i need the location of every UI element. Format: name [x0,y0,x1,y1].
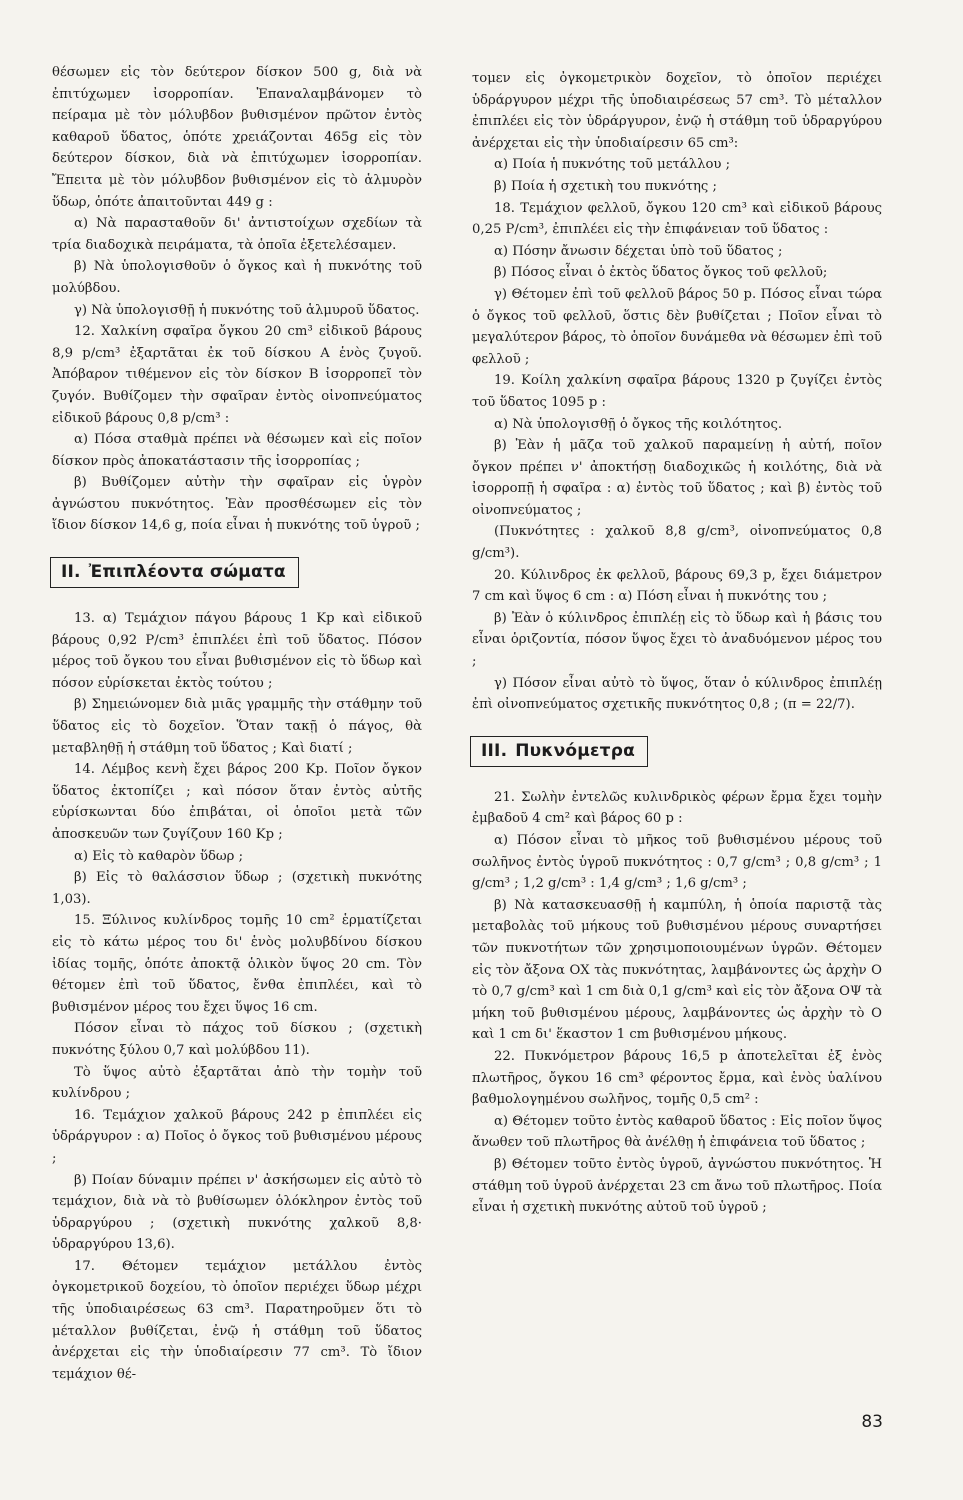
paragraph: α) Θέτομεν τοῦτο ἐντὸς καθαροῦ ὕδατος : Εἰς ποῖον ὕψος ἄνωθεν τοῦ πλωτῆρος θὰ ἀνέλθῃ ἡ ἐπιφάνεια τοῦ ὕδατος ; [472,1113,882,1151]
paragraph: 16. Τεμάχιον χαλκοῦ βάρους 242 p ἐπιπλέει εἰς ὑδράργυρον : α) Ποῖος ὁ ὄγκος τοῦ βυθισμένου μέρους ; [52,1107,422,1166]
paragraph: α) Ποία ἡ πυκνότης τοῦ μετάλλου ; [494,157,731,173]
paragraph: 20. Κύλινδρος ἐκ φελλοῦ, βάρους 69,3 p, ἔχει διάμετρον 7 cm καὶ ὕψος 6 cm : α) Πόση εἶναι ἡ πυκνότης του ; [472,567,882,605]
paragraph: β) Θέτομεν τοῦτο ἐντὸς ὑγροῦ, ἀγνώστου πυκνότητος. Ἡ στάθμη τοῦ ὑγροῦ ἀνέρχεται 23 cm ἄνω τοῦ πλωτῆρος. Ποία εἶναι ἡ σχετικὴ πυκνότης αὐτοῦ τοῦ ὑγροῦ ; [472,1156,882,1216]
paragraph: β) Εἰς τὸ θαλάσσιον ὕδωρ ; (σχετικὴ πυκνότης 1,03). [52,870,422,907]
paragraph: β) Σημειώνομεν διὰ μιᾶς γραμμῆς τὴν στάθμην τοῦ ὕδατος εἰς τὸ δοχεῖον. Ὅταν τακῇ ὁ πάγος, θὰ μεταβληθῇ ἡ στάθμη τοῦ ὕδατος ; Καὶ διατί ; [52,697,422,756]
paragraph: α) Πόσον εἶναι τὸ μῆκος τοῦ βυθισμένου μέρους τοῦ σωλῆνος ἐντὸς ὑγροῦ πυκνότητος : 0,7 g/cm³ ; 0,8 g/cm³ ; 1 g/cm³ ; 1,2 g/cm³ : 1,4 g/cm³ ; 1,6 g/cm³ ; [472,833,882,892]
paragraph: (Πυκνότητες : χαλκοῦ 8,8 g/cm³, οἰνοπνεύματος 0,8 g/cm³). [472,524,882,562]
paragraph: β) Βυθίζομεν αὐτὴν τὴν σφαῖραν εἰς ὑγρὸν ἀγνώστου πυκνότητος. Ἐὰν προσθέσωμεν εἰς τὸν ἴδιον δίσκον 14,6 g, ποία εἶναι ἡ πυκνότης τοῦ ὑγροῦ ; [52,475,422,534]
section-number: II. [61,562,81,583]
paragraph: α) Νὰ παρασταθοῦν δι' ἀντιστοίχων σχεδίων τὰ τρία διαδοχικὰ πειράματα, τὰ ὁποῖα ἐξετελέσαμεν. [52,216,422,253]
paragraph: 21. Σωλὴν ἐντελῶς κυλινδρικὸς φέρων ἔρμα ἔχει τομὴν ἐμβαδοῦ 4 cm² καὶ βάρος 60 p : [472,789,882,827]
paragraph: Πόσον εἶναι τὸ πάχος τοῦ δίσκου ; (σχετικὴ πυκνότης ξύλου 0,7 καὶ μολύβδου 11). [52,1021,422,1058]
section-title: Πυκνόμετρα [515,740,635,761]
paragraph: α) Πόσην ἄνωσιν δέχεται ὑπὸ τοῦ ὕδατος ; [494,243,783,259]
paragraph: α) Πόσα σταθμὰ πρέπει νὰ θέσωμεν καὶ εἰς ποῖον δίσκον πρὸς ἀποκατάστασιν τῆς ἰσορροπίας ; [52,432,422,469]
left-column [52,62,422,1385]
paragraph: Τὸ ὕψος αὐτὸ ἐξαρτᾶται ἀπὸ τὴν τομὴν τοῦ κυλίνδρου ; [52,1064,422,1102]
section-number: III. [481,740,508,761]
paragraph: 18. Τεμάχιον φελλοῦ, ὄγκου 120 cm³ καὶ εἰδικοῦ βάρους 0,25 P/cm³, ἐπιπλέει εἰς τὴν ἐπιφάνειαν τοῦ ὕδατος : [472,200,882,238]
paragraph: 14. Λέμβος κενὴ ἔχει βάρος 200 Kp. Ποῖον ὄγκον ὕδατος ἐκτοπίζει ; καὶ πόσον ὅταν ἐντὸς αὐτῆς εὑρίσκωνται δύο ἐπιβάται, οἱ ὁποῖοι μετὰ τῶν ἀποσκευῶν των ζυγίζουν 160 Kp ; [52,762,422,842]
paragraph: 13. α) Τεμάχιον πάγου βάρους 1 Kp καὶ εἰδικοῦ βάρους 0,92 P/cm³ ἐπιπλέει ἐπὶ τοῦ ὕδατος. Πόσον μέρος τοῦ ὄγκου του εἶναι βυθισμένον εἰς τὸ ὕδωρ καὶ πόσον εὑρίσκεται ἐκτὸς τούτου ; [52,611,422,691]
paragraph: 17. Θέτομεν τεμάχιον μετάλλου ἐντὸς ὀγκομετρικοῦ δοχείου, τὸ ὁποῖον περιέχει ὕδωρ μέχρι τῆς ὑποδιαιρέσεως 63 cm³. Παρατηροῦμεν ὅτι τὸ μέταλλον βυθίζεται, ἐνῷ ἡ στάθμη τοῦ ὕδατος ἀνέρχεται εἰς τὴν ὑποδιαίρεσιν 77 cm³. Τὸ ἴδιον τεμάχιον θέ- [52,1258,422,1382]
paragraph: 19. Κοίλη χαλκίνη σφαῖρα βάρους 1320 p ζυγίζει ἐντὸς τοῦ ὕδατος 1095 p : [472,373,882,410]
paragraph: β) Ἐὰν ὁ κύλινδρος ἐπιπλέῃ εἰς τὸ ὕδωρ καὶ ἡ βάσις του εἶναι ὁριζοντία, πόσον ὕψος ἔχει τὸ ἀναδυόμενον μέρος του ; [472,610,882,670]
section-title: Ἐπιπλέοντα σώματα [88,562,286,583]
left-blocks-after [52,608,422,1385]
right-column [472,68,882,1219]
paragraph: γ) Νὰ ὑπολογισθῇ ἡ πυκνότης τοῦ ἁλμυροῦ ὕδατος. [74,302,420,318]
page-number: 83 [861,1412,883,1432]
paragraph: β) Ποία ἡ σχετικὴ του πυκνότης ; [494,178,717,194]
right-blocks-before [472,68,882,716]
paragraph: α) Νὰ ὑπολογισθῇ ὁ ὄγκος τῆς κοιλότητος. [494,416,783,432]
paragraph: θέσωμεν εἰς τὸν δεύτερον δίσκον 500 g, διὰ νὰ ἐπιτύχωμεν ἰσορροπίαν. Ἐπαναλαμβάνομεν τὸ πείραμα μὲ τὸν μόλυβδον βυθισμένον πρῶτον ἐντὸς καθαροῦ ὕδατος, ὁπότε χρειάζονται 465g εἰς τὸν δεύτερον δίσκον, διὰ νὰ ἐπιτύχωμεν ἰσορροπίαν. Ἔπειτα μὲ τὸν μόλυβδον βυθισμένον εἰς τὸ ἁλμυρὸν ὕδωρ, ὁπότε ἀπαιτοῦνται 449 g : [52,65,422,210]
paragraph: α) Εἰς τὸ καθαρὸν ὕδωρ ; [74,848,244,864]
paragraph: β) Πόσος εἶναι ὁ ἐκτὸς ὕδατος ὄγκος τοῦ φελλοῦ; [494,265,828,281]
paragraph: 22. Πυκνόμετρον βάρους 16,5 p ἀποτελεῖται ἐξ ἑνὸς πλωτῆρος, ὄγκου 16 cm³ φέροντος ἔρμα, καὶ ἑνὸς ὑαλίνου βαθμολογημένου σωλῆνος, τομῆς 0,5 cm² : [472,1048,882,1108]
paragraph: 15. Ξύλινος κυλίνδρος τομῆς 10 cm² ἑρματίζεται εἰς τὸ κάτω μέρος του δι' ἑνὸς μολυβδίνου δίσκου ἰδίας τομῆς, ὁπότε ἀποκτᾷ ὁλικὸν ὕψος 20 cm. Τὸν θέτομεν ἐπὶ τοῦ ὕδατος, ἔνθα ἐπιπλέει, καὶ τὸ βυθισμένον μέρος του ἔχει ὕψος 16 cm. [52,913,422,1015]
paragraph: τομεν εἰς ὀγκομετρικὸν δοχεῖον, τὸ ὁποῖον περιέχει ὑδράργυρον μέχρι τῆς ὑποδιαιρέσεως 57 cm³. Τὸ μέταλλον ἐπιπλέει εἰς τὸν ὑδράργυρον, ἐνῷ ἡ στάθμη τοῦ ὑδραργύρου ἀνέρχεται εἰς τὴν ὑποδιαίρεσιν 65 cm³: [472,71,882,151]
paragraph: γ) Πόσον εἶναι αὐτὸ τὸ ὕψος, ὅταν ὁ κύλινδρος ἐπιπλέῃ ἐπὶ οἰνοπνεύματος σχετικῆς πυκνότητος 0,8 ; (π = 22/7). [472,675,882,713]
paragraph: γ) Θέτομεν ἐπὶ τοῦ φελλοῦ βάρος 50 p. Πόσος εἶναι τώρα ὁ ὄγκος τοῦ φελλοῦ, ὅστις δὲν βυθίζεται ; Ποῖον εἶναι τὸ μεγαλύτερον βάρος, τὸ ὁποῖον δυνάμεθα νὰ θέσωμεν ἐπὶ τοῦ φελλοῦ ; [472,286,882,367]
paragraph: β) Ποίαν δύναμιν πρέπει ν' ἀσκήσωμεν εἰς αὐτὸ τὸ τεμάχιον, διὰ νὰ τὸ βυθίσωμεν ὁλόκληρον ἐντὸς τοῦ ὑδραργύρου ; (σχετικὴ πυκνότης χαλκοῦ 8,8· ὑδραργύρου 13,6). [52,1172,422,1253]
paragraph: β) Νὰ ὑπολογισθοῦν ὁ ὄγκος καὶ ἡ πυκνότης τοῦ μολύβδου. [52,259,422,296]
section-heading-iii [470,736,648,767]
paragraph: β) Ἐὰν ἡ μᾶζα τοῦ χαλκοῦ παραμείνῃ ἡ αὐτή, ποῖον ὄγκον πρέπει ν' ἀποκτήσῃ διαδοχικῶς ἡ κοιλότης, διὰ νὰ ἰσορροπῇ ἡ σφαῖρα : α) ἐντὸς τοῦ ὕδατος ; καὶ β) ἐντὸς τοῦ οἰνοπνεύματος ; [472,438,882,518]
paragraph: 12. Χαλκίνη σφαῖρα ὄγκου 20 cm³ εἰδικοῦ βάρους 8,9 p/cm³ ἐξαρτᾶται ἐκ τοῦ δίσκου Α ἑνὸς ζυγοῦ. Ἀπόβαρον τιθέμενον εἰς τὸν δίσκον Β ἰσορροπεῖ τὸν ζυγόν. Βυθίζομεν τὴν σφαῖραν ἐντὸς οἰνοπνεύματος εἰδικοῦ βάρους 0,8 p/cm³ : [52,324,422,426]
right-blocks-after [472,787,882,1219]
left-blocks-before [52,62,422,537]
section-heading-ii [50,557,299,588]
paragraph: β) Νὰ κατασκευασθῇ ἡ καμπύλη, ἡ ὁποία παριστᾷ τὰς μεταβολὰς τοῦ μήκους τοῦ βυθισμένου μέρους συναρτήσει τῶν πυκνοτήτων τῶν χρησιμοποιουμένων ὑγρῶν. Θέτομεν εἰς τὸν ἄξονα ΟΧ τὰς πυκνότητας, λαμβάνοντες ὡς ἀρχὴν Ο τὸ 0,7 g/cm³ καὶ 1 cm διὰ 0,1 g/cm³ καὶ εἰς τὸν ἄξονα ΟΨ τὰ μήκη τοῦ βυθισμένου μέρους, λαμβάνοντες ὡς ἀρχὴν τὸ Ο καὶ 1 cm δι' ἕκαστον 1 cm βυθισμένου μήκους. [472,897,882,1043]
